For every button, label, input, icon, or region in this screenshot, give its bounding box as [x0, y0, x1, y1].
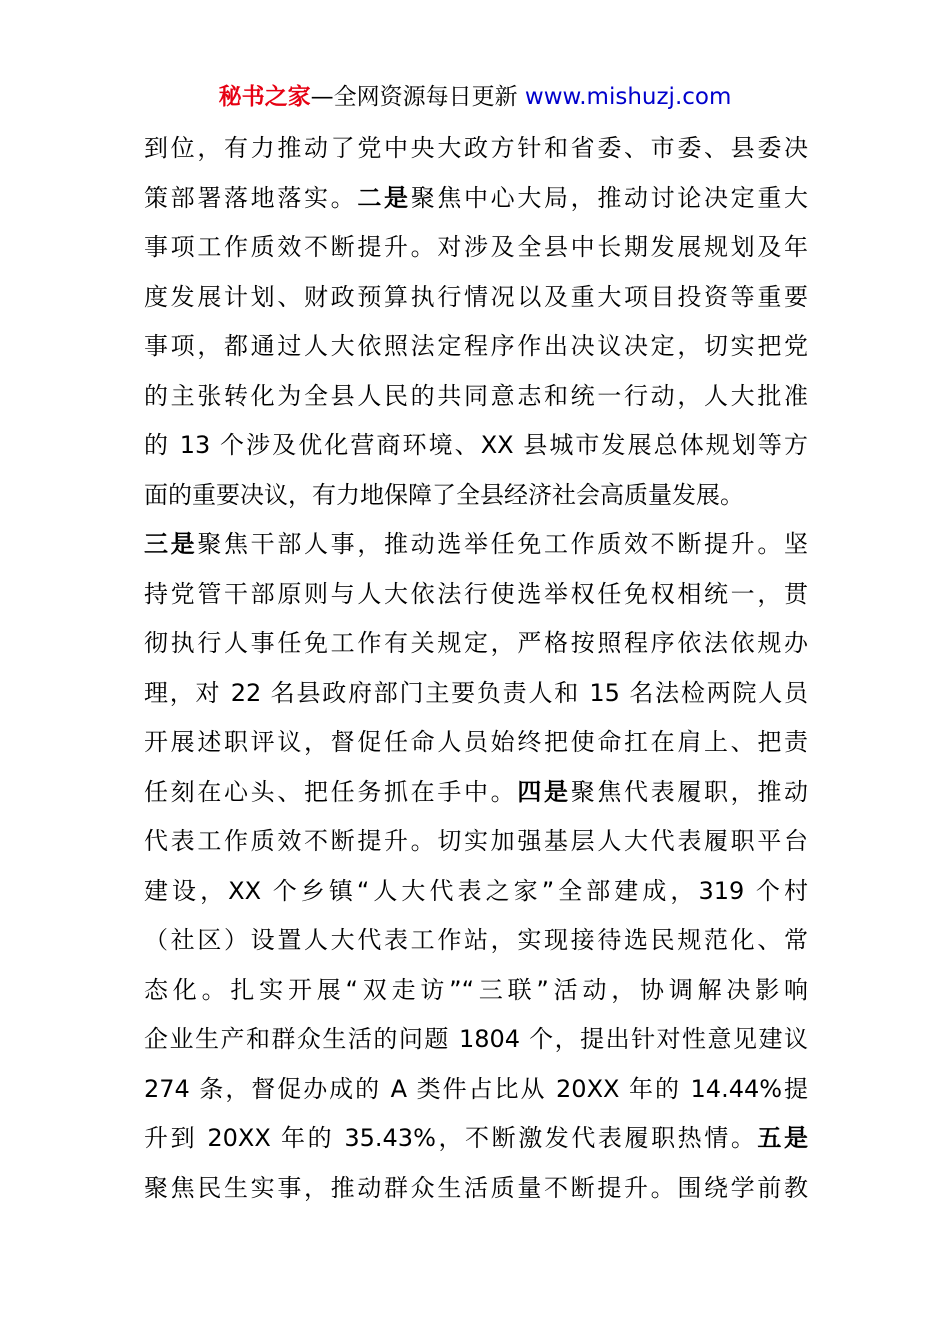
paragraph-line [144, 223, 808, 273]
line-text: 持党管干部原则与人大依法行使选举权任免权相统一，贯 [144, 579, 808, 608]
line-text: 聚焦民生实事，推动群众生活质量不断提升。围绕学前教 [144, 1173, 808, 1202]
paragraph-line [144, 669, 808, 719]
line-text: 企业生产和群众生活的问题 1804 个，提出针对性意见建议 [144, 1025, 808, 1053]
paragraph-line [144, 817, 808, 867]
line-text: 聚焦中心大局，推动讨论决定重大 [410, 183, 809, 212]
line-text: 彻执行人事任免工作有关规定，严格按照程序依法依规办 [144, 629, 808, 657]
bold-lead-text: 二是 [357, 183, 411, 212]
paragraph-line [144, 471, 808, 521]
line-text: 理，对 22 名县政府部门主要负责人和 15 名法检两院人员 [144, 678, 808, 707]
paragraph-line [144, 718, 808, 768]
paragraph-line [144, 421, 808, 471]
line-text: 任刻在心头、把任务抓在手中。 [144, 777, 518, 806]
line-text: （社区）设置人大代表工作站，实现接待选民规范化、常 [144, 926, 808, 954]
line-text: 面的重要决议，有力地保障了全县经济社会高质量发展。 [144, 480, 744, 509]
paragraph-line [144, 768, 808, 818]
bold-lead-text: 五是 [757, 1124, 809, 1152]
paragraph-line [144, 619, 808, 669]
paragraph-line [144, 1015, 808, 1065]
paragraph-line [144, 1065, 808, 1115]
bold-lead-text: 四是 [517, 777, 571, 806]
line-text: 升到 20XX 年的 35.43%，不断激发代表履职热情。 [144, 1124, 758, 1152]
site-header [0, 80, 950, 114]
line-text: 事项工作质效不断提升。对涉及全县中长期发展规划及年 [144, 233, 808, 261]
paragraph-line [144, 1164, 808, 1214]
paragraph-line [144, 867, 808, 917]
paragraph-line [144, 174, 808, 224]
line-text: 的 13 个涉及优化营商环境、XX 县城市发展总体规划等方 [144, 431, 808, 459]
line-text: 策部署落地落实。 [144, 183, 358, 212]
line-text: 态化。扎实开展“双走访”“三联”活动，协调解决影响 [144, 975, 808, 1004]
line-text: 代表工作质效不断提升。切实加强基层人大代表履职平台 [144, 827, 808, 855]
paragraph-line [144, 124, 808, 174]
line-text: 274 条，督促办成的 A 类件占比从 20XX 年的 14.44%提 [144, 1074, 808, 1103]
line-text: 事项，都通过人大依照法定程序作出决议决定，切实把党 [144, 332, 808, 360]
paragraph-line [144, 570, 808, 620]
line-text: 的主张转化为全县人民的共同意志和统一行动，人大批准 [144, 381, 808, 410]
bold-lead-text: 三是 [144, 530, 198, 558]
site-url[interactable]: www.mishuzj.com [524, 84, 732, 110]
line-text: 聚焦干部人事，推动选举任免工作质效不断提升。坚 [197, 530, 809, 558]
line-text: 开展述职评议，督促任命人员始终把使命扛在肩上、把责 [144, 728, 808, 756]
site-brand: 秘书之家 [218, 84, 311, 110]
line-text: 建设，XX 个乡镇“人大代表之家”全部建成，319 个村 [144, 876, 808, 905]
document-body [144, 124, 808, 1213]
site-tagline: —全网资源每日更新 [310, 84, 525, 110]
paragraph-line [144, 273, 808, 323]
paragraph-line [144, 520, 808, 570]
line-text: 度发展计划、财政预算执行情况以及重大项目投资等重要 [144, 282, 808, 311]
paragraph-line [144, 322, 808, 372]
paragraph-line [144, 1114, 808, 1164]
paragraph-line [144, 966, 808, 1016]
line-text: 到位，有力推动了党中央大政方针和省委、市委、县委决 [144, 134, 808, 162]
paragraph-line [144, 372, 808, 422]
line-text: 聚焦代表履职，推动 [570, 777, 809, 806]
paragraph-line [144, 916, 808, 966]
